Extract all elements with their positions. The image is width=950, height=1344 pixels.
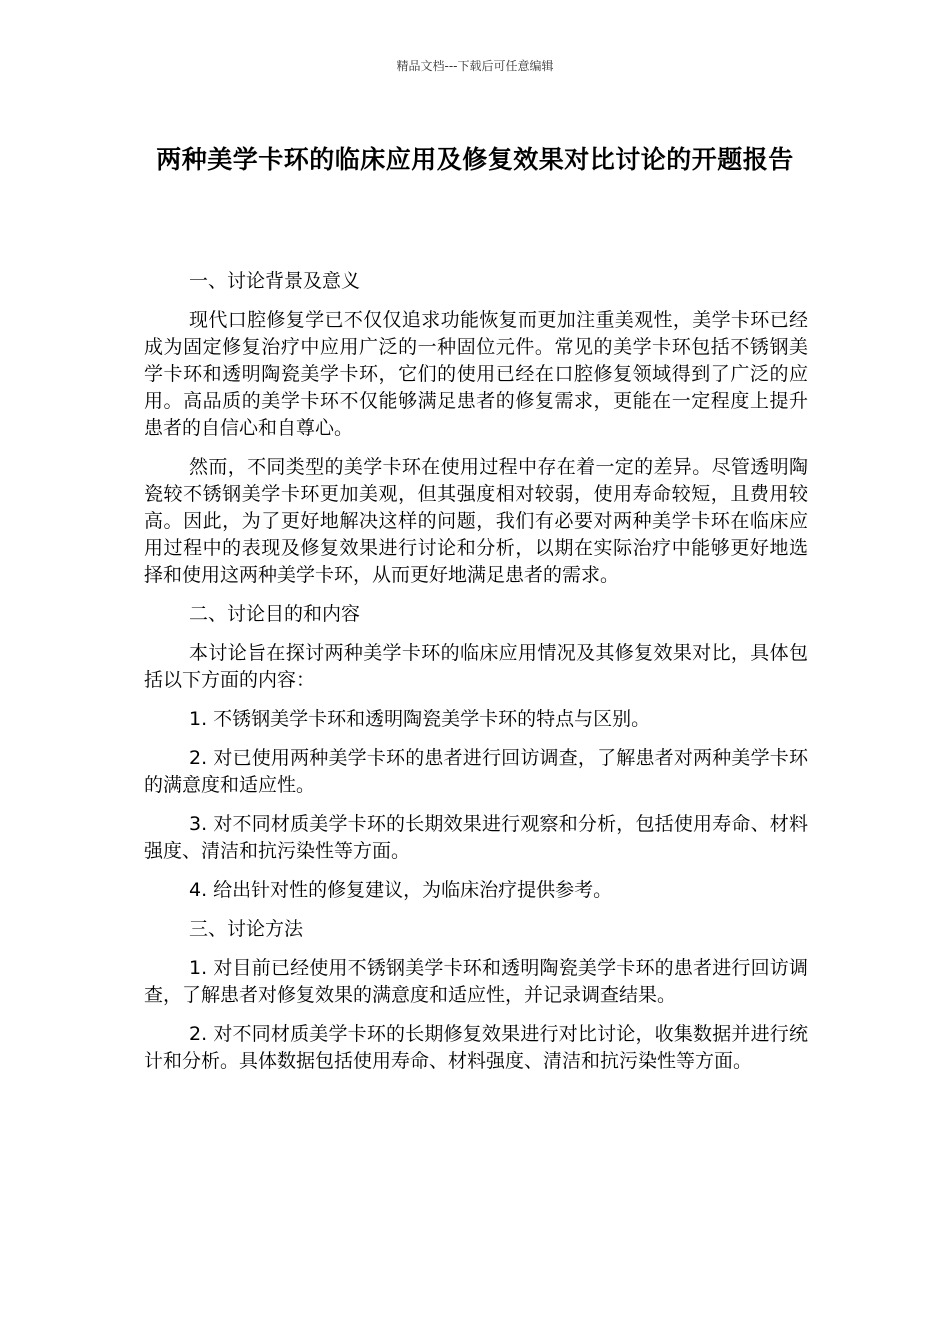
- section-heading-methods: 三、讨论方法: [189, 918, 304, 940]
- list-item: 3. 对不同材质美学卡环的长期效果进行观察和分析，包括使用寿命、材料强度、清洁和抗污染性等方面。: [144, 813, 808, 862]
- list-item: 2. 对已使用两种美学卡环的患者进行回访调查，了解患者对两种美学卡环的满意度和适应性。: [144, 747, 808, 796]
- list-item: 4. 给出针对性的修复建议，为临床治疗提供参考。: [189, 879, 613, 901]
- page-header: 精品文档---下载后可任意编辑: [396, 59, 554, 73]
- paragraph: 本讨论旨在探讨两种美学卡环的临床应用情况及其修复效果对比，具体包括以下方面的内容：: [144, 642, 808, 691]
- paragraph: 现代口腔修复学已不仅仅追求功能恢复而更加注重美观性，美学卡环已经成为固定修复治疗中应用广泛的一种固位元件。常见的美学卡环包括不锈钢美学卡环和透明陶瓷美学卡环，它们的使用已经在口腔修复领域得到了广泛的应用。高品质的美学卡环不仅能够满足患者的修复需求，更能在一定程度上提升患者的自信心和自尊心。: [144, 309, 808, 439]
- document-title: 两种美学卡环的临床应用及修复效果对比讨论的开题报告: [156, 145, 794, 174]
- paragraph: 然而，不同类型的美学卡环在使用过程中存在着一定的差异。尽管透明陶瓷较不锈钢美学卡环更加美观，但其强度相对较弱，使用寿命较短，且费用较高。因此，为了更好地解决这样的问题，我们有必要对两种美学卡环在临床应用过程中的表现及修复效果进行讨论和分析，以期在实际治疗中能够更好地选择和使用这两种美学卡环，从而更好地满足患者的需求。: [144, 456, 808, 586]
- list-item: 2. 对不同材质美学卡环的长期修复效果进行对比讨论，收集数据并进行统计和分析。具体数据包括使用寿命、材料强度、清洁和抗污染性等方面。: [144, 1023, 808, 1072]
- section-heading-objectives: 二、讨论目的和内容: [189, 603, 361, 625]
- document-body: [144, 268, 808, 1087]
- section-heading-background: 一、讨论背景及意义: [189, 270, 361, 292]
- list-item: 1. 对目前已经使用不锈钢美学卡环和透明陶瓷美学卡环的患者进行回访调查，了解患者对修复效果的满意度和适应性，并记录调查结果。: [144, 957, 808, 1006]
- list-item: 1. 不锈钢美学卡环和透明陶瓷美学卡环的特点与区别。: [189, 708, 651, 730]
